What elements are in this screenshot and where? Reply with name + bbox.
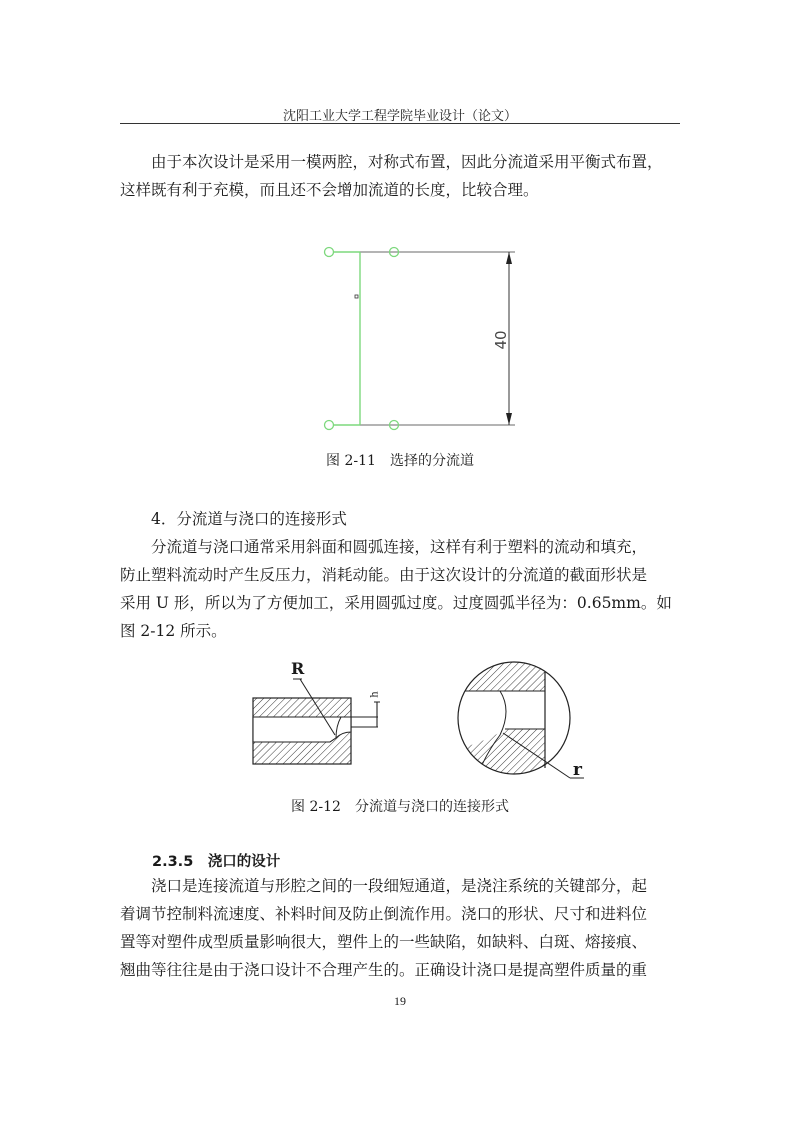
paragraph-line: 翘曲等往往是由于浇口设计不合理产生的。正确设计浇口是提高塑件质量的重 — [120, 961, 648, 979]
paragraph-line: 这样既有利于充模，而且还不会增加流道的长度，比较合理。 — [120, 181, 539, 199]
dimension-label: 40 — [492, 330, 510, 350]
paragraph-line: 置等对塑件成型质量影响很大，塑件上的一些缺陷，如缺料、白斑、熔接痕、 — [120, 933, 648, 951]
figure-2-12-caption: 图 2-12 分流道与浇口的连接形式 — [291, 799, 509, 815]
section-heading-2-3-5: 2.3.5 浇口的设计 — [152, 854, 281, 870]
paragraph-line: 采用 U 形，所以为了方便加工，采用圆弧过度。过度圆弧半径为：0.65mm。如 — [120, 594, 672, 612]
subsection-heading: 4．分流道与浇口的连接形式 — [151, 510, 347, 528]
paragraph-line: 由于本次设计是采用一模两腔，对称式布置，因此分流道采用平衡式布置， — [151, 153, 663, 171]
gate-height-label: h — [369, 691, 381, 698]
page-number: 19 — [394, 994, 406, 1008]
section-2-3-5-paragraph — [120, 872, 680, 984]
paragraph-line: 着调节控制料流速度、补料时间及防止倒流作用。浇口的形状、尺寸和进料位 — [120, 905, 648, 923]
running-header-title: 沈阳工业大学工程学院毕业设计（论文） — [282, 109, 517, 124]
figure-2-11-caption: 图 2-11 选择的分流道 — [326, 453, 474, 469]
radius-label-R: R — [291, 659, 305, 678]
paragraph-line: 防止塑料流动时产生反压力，消耗动能。由于这次设计的分流道的截面形状是 — [120, 566, 648, 584]
paragraph-line: 分流道与浇口通常采用斜面和圆弧连接，这样有利于塑料的流动和填充， — [151, 538, 648, 556]
radius-label-r: r — [573, 760, 582, 780]
paragraph-line: 图 2-12 所示。 — [120, 622, 227, 640]
paragraph-line: 浇口是连接流道与形腔之间的一段细短通道，是浇注系统的关键部分，起 — [151, 877, 648, 895]
